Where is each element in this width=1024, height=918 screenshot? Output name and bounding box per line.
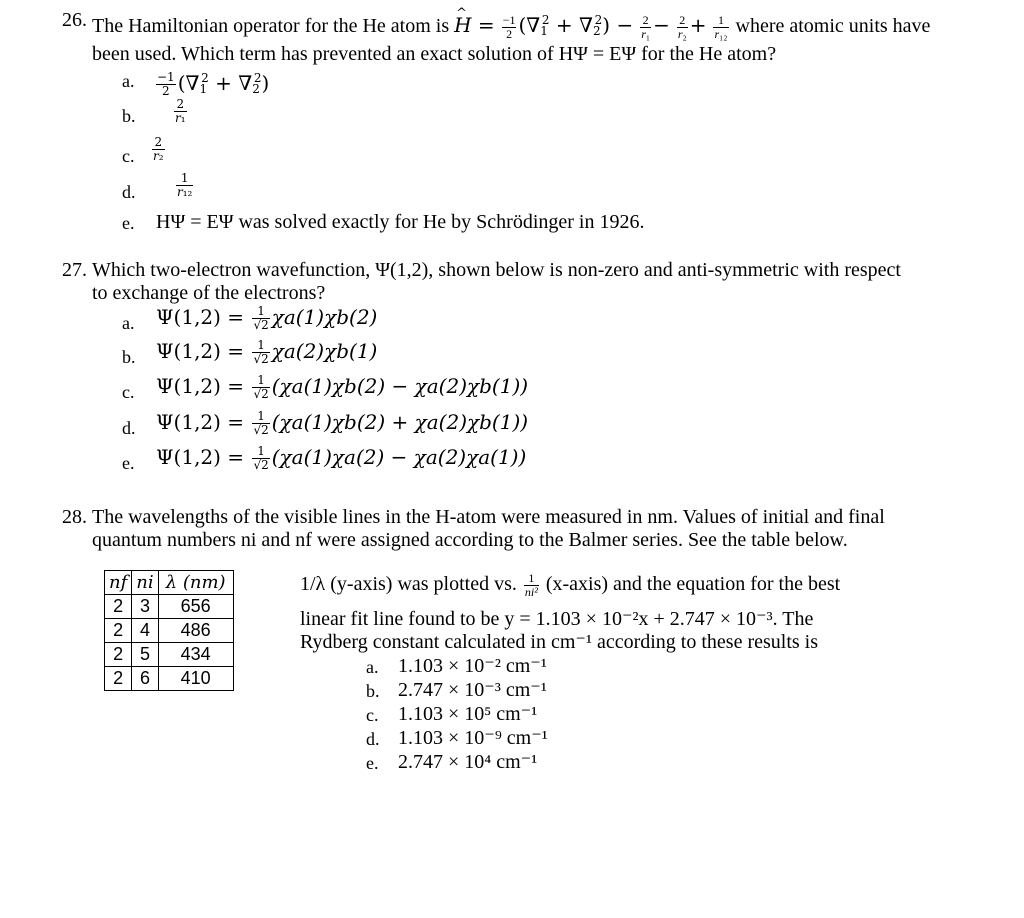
q26-stem-line1	[92, 8, 930, 43]
q27-option-b: Ψ(1,2) = $\frac{1}{√2}$ χa(2)χb(1)	[156, 338, 378, 366]
table-row	[105, 667, 234, 691]
col-header-ni: ni	[132, 571, 158, 595]
cell-nf: 2	[105, 643, 132, 667]
cell-lambda: 656	[158, 595, 233, 619]
cell-lambda: 486	[158, 619, 233, 643]
q28-option-b: 2.747 × 10⁻³ cm⁻¹	[398, 679, 547, 701]
q26-option-a: $\frac{-1}{2}$ $(\nabla_1^2 + \nabla_2^2)$	[157, 70, 270, 98]
q26-frac-2-r1: $\frac{2}{\text{r₁}}$	[641, 12, 651, 41]
q28-option-d: 1.103 × 10⁻⁹ cm⁻¹	[398, 727, 548, 749]
cell-nf: 2	[105, 619, 132, 643]
q27-number: 27.	[62, 259, 87, 281]
cell-ni: 4	[132, 619, 158, 643]
cell-ni: 5	[132, 643, 158, 667]
q26-stem-line2: been used. Which term has prevented an exact solution of HΨ = EΨ for the He atom?	[92, 43, 777, 65]
q27-stem-line2: to exchange of the electrons?	[92, 282, 326, 304]
col-header-lambda: λ (nm)	[158, 571, 233, 595]
q28-option-d-label: d.	[366, 729, 380, 749]
q28-option-e-label: e.	[366, 753, 379, 773]
q26-frac-2-r2: $\frac{2}{\text{r₂}}$	[677, 12, 687, 41]
q28-desc-line3: Rydberg constant calculated in cm⁻¹ according to these results is	[300, 631, 819, 653]
cell-lambda: 434	[158, 643, 233, 667]
q26-hamiltonian: ^ H =	[454, 13, 495, 37]
q26-number: 26.	[62, 9, 87, 31]
q26-option-d-label: d.	[122, 182, 136, 202]
q27-option-c: Ψ(1,2) = $\frac{1}{√2}$ (χa(1)χb(2) − χa(2)χb(1))	[156, 373, 529, 401]
cell-ni: 6	[132, 667, 158, 691]
q28-frac-1-ni2: $\frac{1}{\text{ni²}}$	[524, 571, 538, 599]
cell-nf: 2	[105, 595, 132, 619]
q28-desc-line2: linear fit line found to be y = 1.103 × 10⁻²x + 2.747 × 10⁻³. The	[300, 608, 814, 630]
q28-stem-line2: quantum numbers ni and nf were assigned according to the Balmer series. See the table below.	[92, 529, 848, 551]
q28-option-a-label: a.	[366, 657, 379, 677]
col-header-nf: nf	[105, 571, 132, 595]
q28-option-e: 2.747 × 10⁴ cm⁻¹	[398, 751, 538, 773]
q28-option-b-label: b.	[366, 681, 380, 701]
q26-frac-1-r12: $\frac{1}{\text{r₁₂}}$	[714, 12, 728, 41]
q28-option-c-label: c.	[366, 705, 379, 725]
q28-option-c: 1.103 × 10⁵ cm⁻¹	[398, 703, 538, 725]
q27-option-c-label: c.	[122, 382, 135, 402]
cell-lambda: 410	[158, 667, 233, 691]
cell-nf: 2	[105, 667, 132, 691]
table-header-row	[105, 571, 234, 595]
q26-option-e-label: e.	[122, 213, 135, 233]
q26-laplacian: $(\nabla_1^2 + \nabla_2^2)$ −	[518, 13, 634, 38]
q26-frac-neg-half: $\frac{-1}{2}$	[502, 12, 516, 41]
balmer-table	[104, 570, 234, 691]
cell-ni: 3	[132, 595, 158, 619]
q26-stem-post: where atomic units have	[735, 15, 931, 37]
q27-option-e-label: e.	[122, 453, 135, 473]
q26-option-c-label: c.	[122, 146, 135, 166]
q28-stem-line1: The wavelengths of the visible lines in the H-atom were measured in nm. Values of initial and final	[92, 506, 885, 528]
table-row	[105, 643, 234, 667]
q28-number: 28.	[62, 506, 87, 528]
q27-option-d-label: d.	[122, 418, 136, 438]
q26-plus: +	[689, 13, 707, 37]
q27-option-d: Ψ(1,2) = $\frac{1}{√2}$ (χa(1)χb(2) + χa(2)χb(1))	[156, 409, 529, 437]
table-row	[105, 595, 234, 619]
q27-option-a: Ψ(1,2) = $\frac{1}{√2}$ χa(1)χb(2)	[156, 304, 378, 332]
q27-stem-line1: Which two-electron wavefunction, Ψ(1,2), shown below is non-zero and anti-symmetric with respect	[92, 259, 901, 281]
q27-option-e: Ψ(1,2) = $\frac{1}{√2}$ (χa(1)χa(2) − χa(2)χa(1))	[156, 444, 527, 472]
q26-option-d: $\frac{1}{\text{r₁₂}}$	[177, 171, 193, 199]
q28-option-a: 1.103 × 10⁻² cm⁻¹	[398, 655, 547, 677]
q26-option-a-label: a.	[122, 71, 135, 91]
q28-desc-line1: 1/λ (y-axis) was plotted vs. $\frac{1}{\text{ni²}}$ (x-axis) and the equation for the best	[300, 571, 841, 599]
q26-stem-pre: The Hamiltonian operator for the He atom is	[92, 15, 450, 37]
q27-option-a-label: a.	[122, 313, 135, 333]
q26-minus: −	[653, 13, 670, 37]
q26-option-c: $\frac{2}{\text{r₂}}$	[153, 135, 164, 163]
q26-option-e: HΨ = EΨ was solved exactly for He by Schrödinger in 1926.	[156, 211, 645, 233]
table-row	[105, 619, 234, 643]
q27-option-b-label: b.	[122, 347, 136, 367]
q26-option-b-label: b.	[122, 106, 136, 126]
q26-option-b: $\frac{2}{\text{r₁}}$	[175, 97, 186, 125]
